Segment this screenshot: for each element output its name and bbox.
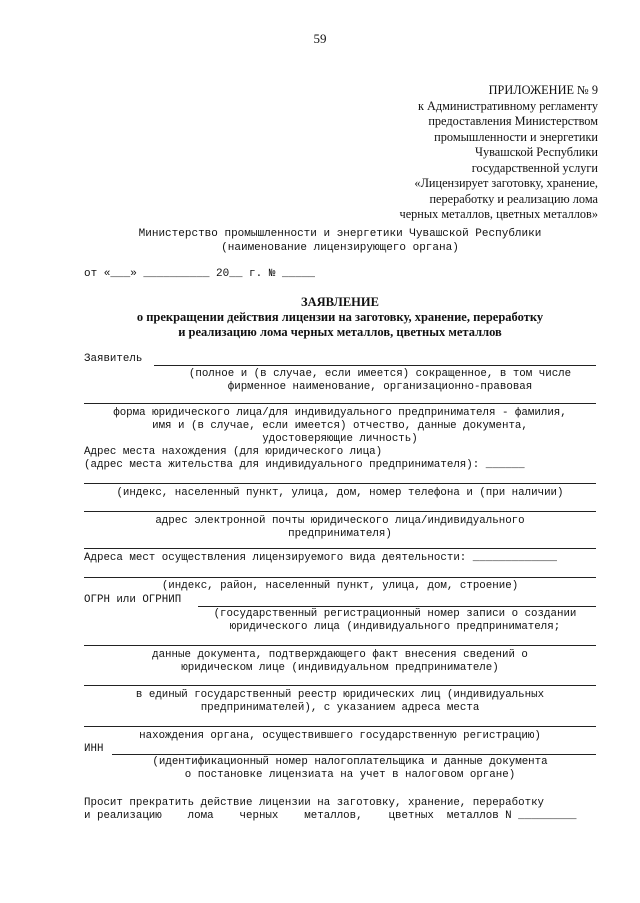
applicant-hint: (полное и (в случае, если имеется) сокращенное, в том числе <box>188 368 572 380</box>
activity-hint: (индекс, район, населенный пункт, улица, дом, строение) <box>161 580 519 592</box>
index-hint: (индекс, населенный пункт, улица, дом, номер телефона и (при наличии) <box>116 487 564 499</box>
applicant-fill-line[interactable] <box>154 365 596 366</box>
licensing-authority <box>60 227 620 255</box>
activity-fill-line[interactable] <box>84 577 596 578</box>
page-number: 59 <box>313 31 327 46</box>
appendix-line: государственной услуги <box>471 160 598 175</box>
appendix-line: Чувашской Республики <box>474 145 598 159</box>
appendix-line: к Административному регламенту <box>417 98 598 113</box>
authority-name: Министерство промышленности и энергетики Чувашской Республики <box>138 228 542 240</box>
email-hint: адрес электронной почты юридического лица/индивидуального <box>155 515 525 527</box>
email-fill-line[interactable] <box>84 511 596 512</box>
ogrn-fill-line[interactable] <box>198 606 596 607</box>
date-number-line: от «___» __________ 20__ г. № _____ <box>84 268 316 280</box>
appendix-line: промышленности и энергетики <box>434 129 598 144</box>
title-line: и реализацию лома черных металлов, цветных металлов <box>178 325 502 339</box>
address-fill-line[interactable] <box>84 483 596 484</box>
ogrn-hint: (государственный регистрационный номер записи о создании <box>213 608 577 620</box>
document-hint: юридическом лице (индивидуальном предпринимателе) <box>181 662 499 674</box>
activity-fill-line[interactable] <box>84 548 596 549</box>
registry-hint: предпринимателей), с указанием адреса места <box>200 702 480 714</box>
appendix-line: предоставления Министерством <box>428 114 598 128</box>
inn-hint: о постановке лицензиата на учет в налоговом органе) <box>184 769 516 781</box>
address-label: Адрес места нахождения (для юридического лица) <box>84 446 383 458</box>
appendix-line: переработку и реализацию лома <box>429 191 598 206</box>
appendix-line: «Лицензирует заготовку, хранение, <box>414 176 598 190</box>
registry-fill-line[interactable] <box>84 685 596 686</box>
form-hint: имя и (в случае, если имеется) отчество, данные документа, <box>152 420 528 432</box>
ogrn-hint: юридического лица (индивидуального предпринимателя; <box>229 621 561 633</box>
applicant-hint: фирменное наименование, организационно-правовая <box>227 381 533 393</box>
location-fill-line[interactable] <box>84 726 596 727</box>
inn-hint: (идентификационный номер налогоплательщика и данные документа <box>152 756 548 768</box>
appendix-header <box>298 83 598 223</box>
appendix-line: ПРИЛОЖЕНИЕ № 9 <box>488 83 598 97</box>
document-hint: данные документа, подтверждающего факт внесения сведений о <box>152 649 528 661</box>
inn-fill-line[interactable] <box>112 754 596 755</box>
address-label: (адрес места жительства для индивидуального предпринимателя): ______ <box>84 459 525 471</box>
inn-label: ИНН <box>84 743 104 755</box>
applicant-fill-line[interactable] <box>84 403 596 404</box>
title-heading: ЗАЯВЛЕНИЕ <box>301 295 379 309</box>
authority-hint: (наименование лицензирующего органа) <box>221 242 459 254</box>
request-text: и реализацию лома черных металлов, цветных металлов N _________ <box>84 810 577 822</box>
activity-label: Адреса мест осуществления лицензируемого вида деятельности: _____________ <box>84 552 557 564</box>
document-title <box>60 295 620 340</box>
form-hint: удостоверяющие личность) <box>262 433 418 445</box>
title-line: о прекращении действия лицензии на заготовку, хранение, переработку <box>136 310 544 324</box>
email-hint: предпринимателя) <box>288 528 392 540</box>
registry-hint: в единый государственный реестр юридических лиц (индивидуальных <box>135 689 545 701</box>
request-text: Просит прекратить действие лицензии на заготовку, хранение, переработку <box>84 797 545 809</box>
ogrn-label: ОГРН или ОГРНИП <box>84 594 182 606</box>
document-fill-line[interactable] <box>84 645 596 646</box>
form-hint: форма юридического лица/для индивидуального предпринимателя - фамилия, <box>113 407 567 419</box>
appendix-line: черных металлов, цветных металлов» <box>399 207 598 221</box>
location-hint: нахождения органа, осуществившего государственную регистрацию) <box>139 730 541 742</box>
applicant-label: Заявитель <box>84 353 143 365</box>
